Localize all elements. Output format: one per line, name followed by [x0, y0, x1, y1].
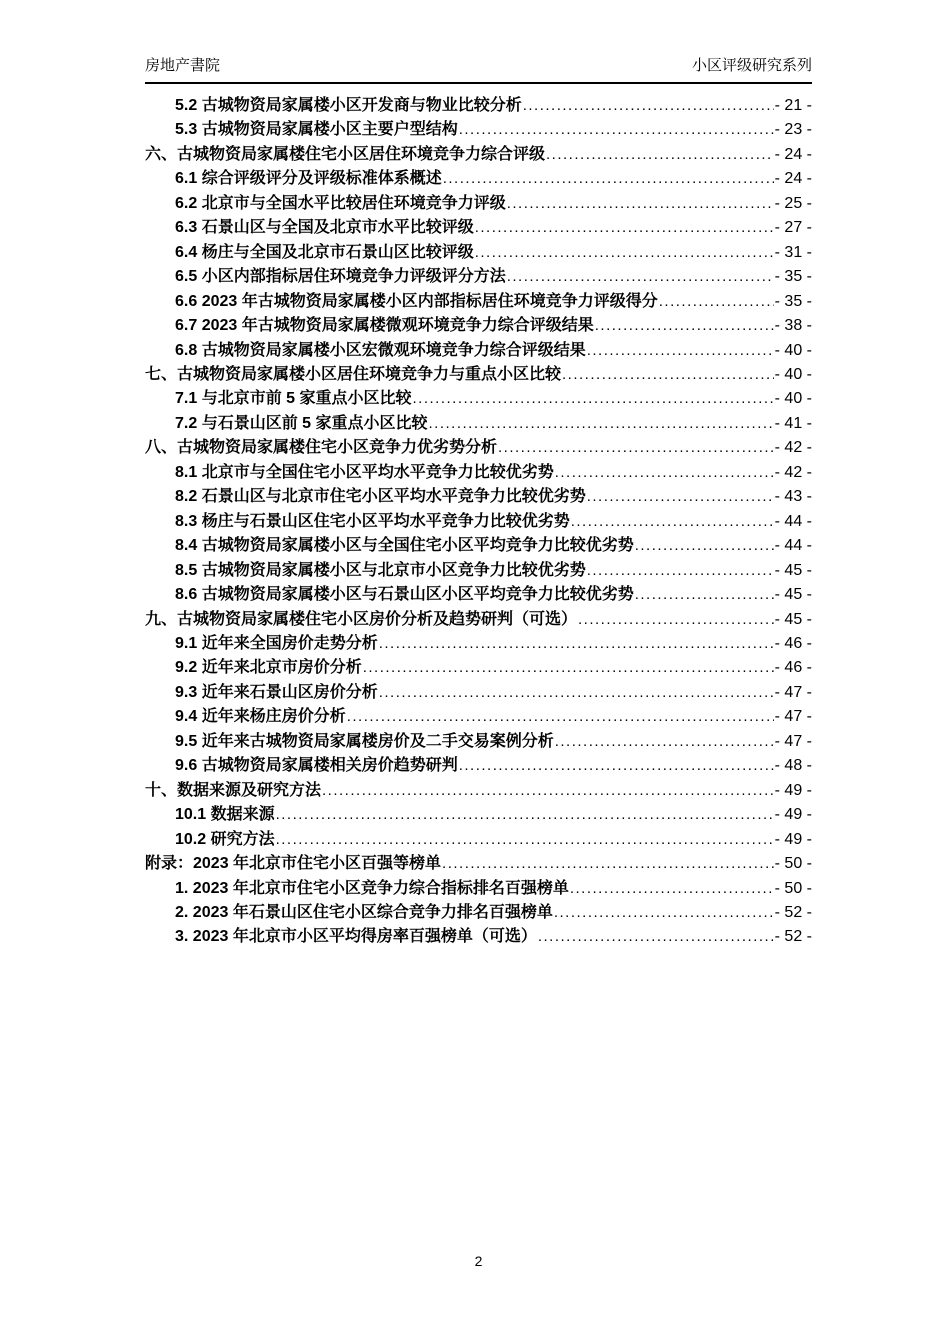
toc-dot-leader [538, 925, 774, 949]
toc-entry [145, 363, 812, 387]
toc-entry-label: 6.7 2023 年古城物资局家属楼微观环境竞争力综合评级结果 [175, 317, 594, 335]
toc-entry-page: - 44 - [774, 537, 812, 555]
toc-entry-page: - 21 - [774, 97, 812, 114]
toc-entry-label: 6.3 石景山区与全国及北京市水平比较评级 [175, 219, 474, 237]
toc-dot-leader [595, 314, 774, 338]
toc-entry-page: - 31 - [774, 243, 812, 261]
toc-dot-leader [555, 461, 774, 485]
toc-entry-label: 8.1 北京市与全国住宅小区平均水平竞争力比较优劣势 [175, 463, 554, 481]
toc-entry-label: 9.1 近年来全国房价走势分析 [175, 634, 378, 652]
toc-entry-label: 3. 2023 年北京市小区平均得房率百强榜单（可选） [175, 928, 537, 946]
toc-dot-leader [555, 730, 774, 754]
toc-entry [145, 559, 812, 583]
toc-entry [145, 901, 812, 925]
toc-entry [145, 877, 812, 901]
toc-entry-page: - 46 - [774, 634, 812, 652]
toc-dot-leader [587, 559, 774, 583]
toc-dot-leader [459, 754, 774, 778]
header-left-title: 房地产書院 [145, 57, 221, 74]
toc-entry-label: 9.4 近年来杨庄房价分析 [175, 708, 346, 726]
toc-entry-label: 9.5 近年来古城物资局家属楼房价及二手交易案例分析 [175, 732, 554, 750]
toc-entry [145, 632, 812, 656]
toc-dot-leader [546, 143, 774, 167]
toc-dot-leader [276, 828, 774, 852]
toc-entry [145, 216, 812, 240]
toc-entry [145, 167, 812, 191]
toc-entry [145, 534, 812, 558]
page-number: 2 [474, 1253, 483, 1269]
toc-entry-page: - 23 - [774, 121, 812, 139]
toc-entry-label: 6.2 北京市与全国水平比较居住环境竞争力评级 [175, 194, 506, 212]
toc-dot-leader [570, 877, 774, 901]
toc-entry [145, 485, 812, 509]
toc-entry-page: - 35 - [774, 292, 812, 310]
toc-entry-label: 7.2 与石景山区前 5 家重点小区比较 [175, 414, 428, 432]
toc-dot-leader [562, 363, 774, 387]
toc-entry [145, 730, 812, 754]
toc-entry [145, 118, 812, 142]
toc-dot-leader [443, 167, 774, 191]
toc-entry [145, 192, 812, 216]
toc-entry-label: 9.6 古城物资局家属楼相关房价趋势研判 [175, 757, 458, 775]
toc-dot-leader [442, 852, 774, 876]
toc-dot-leader [635, 534, 774, 558]
toc-entry-label: 6.4 杨庄与全国及北京市石景山区比较评级 [175, 243, 474, 261]
toc-dot-leader [635, 583, 774, 607]
toc-entry-page: - 49 - [774, 806, 812, 824]
toc-dot-leader [276, 803, 774, 827]
toc-entry-label: 5.3 古城物资局家属楼小区主要户型结构 [175, 121, 458, 139]
toc-entry [145, 828, 812, 852]
toc-entry-label: 6.1 综合评级评分及评级标准体系概述 [175, 170, 442, 188]
toc-entry-page: - 44 - [774, 512, 812, 530]
toc-dot-leader [523, 94, 774, 118]
toc-entry-label: 6.5 小区内部指标居住环境竞争力评级评分方法 [175, 268, 506, 286]
toc-dot-leader [475, 241, 774, 265]
toc-entry [145, 314, 812, 338]
toc-entry-page: - 47 - [774, 732, 812, 750]
toc-entry-label: 8.6 古城物资局家属楼小区与石景山区小区平均竞争力比较优劣势 [175, 586, 634, 604]
toc-entry-page: - 47 - [774, 708, 812, 726]
toc-entry [145, 681, 812, 705]
toc-entry-page: - 42 - [774, 439, 812, 457]
toc-dot-leader [659, 290, 774, 314]
toc-dot-leader [322, 779, 774, 803]
toc-entry [145, 925, 812, 949]
toc-dot-leader [347, 705, 774, 729]
toc-entry [145, 290, 812, 314]
toc-entry [145, 779, 812, 803]
toc-entry-label: 9.2 近年来北京市房价分析 [175, 659, 362, 677]
toc-entry [145, 94, 812, 118]
toc-entry [145, 241, 812, 265]
toc-entry-page: - 52 - [774, 928, 812, 946]
toc-entry-label: 2. 2023 年石景山区住宅小区综合竞争力排名百强榜单 [175, 903, 553, 921]
toc-dot-leader [412, 387, 773, 411]
toc-entry-page: - 45 - [774, 561, 812, 579]
toc-entry-page: - 42 - [774, 463, 812, 481]
toc-entry [145, 608, 812, 632]
toc-entry-page: - 43 - [774, 488, 812, 506]
toc-entry-label: 附录：2023 年北京市住宅小区百强等榜单 [145, 855, 442, 873]
toc-entry-label: 6.8 古城物资局家属楼小区宏微观环境竞争力综合评级结果 [175, 341, 586, 359]
toc-entry-page: - 40 - [774, 341, 812, 359]
toc-entry-page: - 50 - [774, 855, 812, 873]
toc-dot-leader [587, 339, 774, 363]
toc-dot-leader [571, 510, 774, 534]
document-footer [145, 1253, 812, 1269]
toc-entry [145, 143, 812, 167]
toc-dot-leader [578, 608, 774, 632]
toc-entry-page: - 24 - [774, 145, 812, 163]
toc-entry-label: 10.1 数据来源 [175, 806, 275, 824]
toc-entry-label: 8.3 杨庄与石景山区住宅小区平均水平竞争力比较优劣势 [175, 512, 570, 530]
toc-entry [145, 387, 812, 411]
toc-entry-label: 5.2 古城物资局家属楼小区开发商与物业比较分析 [175, 97, 522, 114]
toc-dot-leader [428, 412, 773, 436]
toc-entry [145, 461, 812, 485]
toc-entry-label: 1. 2023 年北京市住宅小区竞争力综合指标排名百强榜单 [175, 879, 569, 897]
toc-entry [145, 510, 812, 534]
toc-entry-label: 6.6 2023 年古城物资局家属楼小区内部指标居住环境竞争力评级得分 [175, 292, 658, 310]
toc-entry-page: - 50 - [774, 879, 812, 897]
toc-entry-label: 10.2 研究方法 [175, 830, 275, 848]
toc-entry-label: 六、古城物资局家属楼住宅小区居住环境竞争力综合评级 [145, 145, 546, 163]
toc-entry-page: - 49 - [774, 830, 812, 848]
toc-entry [145, 265, 812, 289]
toc-entry [145, 852, 812, 876]
toc-entry-label: 8.4 古城物资局家属楼小区与全国住宅小区平均竞争力比较优劣势 [175, 537, 634, 555]
toc-entry-page: - 24 - [774, 170, 812, 188]
toc-entry-page: - 52 - [774, 903, 812, 921]
toc-dot-leader [507, 192, 774, 216]
toc-entry-label: 七、古城物资局家属楼小区居住环境竞争力与重点小区比较 [145, 365, 562, 383]
toc-entry-label: 8.5 古城物资局家属楼小区与北京市小区竞争力比较优劣势 [175, 561, 586, 579]
toc-dot-leader [379, 632, 774, 656]
toc-dot-leader [498, 436, 774, 460]
toc-entry-label: 8.2 石景山区与北京市住宅小区平均水平竞争力比较优劣势 [175, 488, 586, 506]
toc-dot-leader [554, 901, 774, 925]
toc-entry-page: - 49 - [774, 781, 812, 799]
toc-entry [145, 754, 812, 778]
toc-entry [145, 339, 812, 363]
toc-entry-page: - 48 - [774, 757, 812, 775]
toc-dot-leader [507, 265, 774, 289]
toc-entry [145, 412, 812, 436]
toc-entry-page: - 41 - [774, 414, 812, 432]
toc-dot-leader [363, 656, 774, 680]
toc-entry-page: - 25 - [774, 194, 812, 212]
toc-entry [145, 583, 812, 607]
toc-entry-label: 十、数据来源及研究方法 [145, 781, 322, 799]
toc-dot-leader [475, 216, 774, 240]
toc-entry [145, 705, 812, 729]
toc-entry-page: - 40 - [774, 365, 812, 383]
toc-dot-leader [459, 118, 774, 142]
toc-entry [145, 803, 812, 827]
toc-entry-page: - 40 - [774, 390, 812, 408]
toc-entry-label: 八、古城物资局家属楼住宅小区竞争力优劣势分析 [145, 439, 498, 457]
table-of-contents [145, 94, 812, 950]
toc-entry-page: - 45 - [774, 610, 812, 628]
toc-entry-label: 9.3 近年来石景山区房价分析 [175, 683, 378, 701]
toc-entry-page: - 45 - [774, 586, 812, 604]
toc-entry-label: 九、古城物资局家属楼住宅小区房价分析及趋势研判（可选） [145, 610, 578, 628]
toc-entry-page: - 46 - [774, 659, 812, 677]
toc-entry-page: - 35 - [774, 268, 812, 286]
toc-entry-page: - 47 - [774, 683, 812, 701]
header-right-title: 小区评级研究系列 [691, 57, 812, 74]
toc-entry-label: 7.1 与北京市前 5 家重点小区比较 [175, 390, 412, 408]
document-header [145, 57, 812, 84]
toc-entry [145, 436, 812, 460]
toc-dot-leader [587, 485, 774, 509]
toc-entry [145, 656, 812, 680]
toc-entry-page: - 27 - [774, 219, 812, 237]
toc-dot-leader [379, 681, 774, 705]
toc-entry-page: - 38 - [774, 317, 812, 335]
